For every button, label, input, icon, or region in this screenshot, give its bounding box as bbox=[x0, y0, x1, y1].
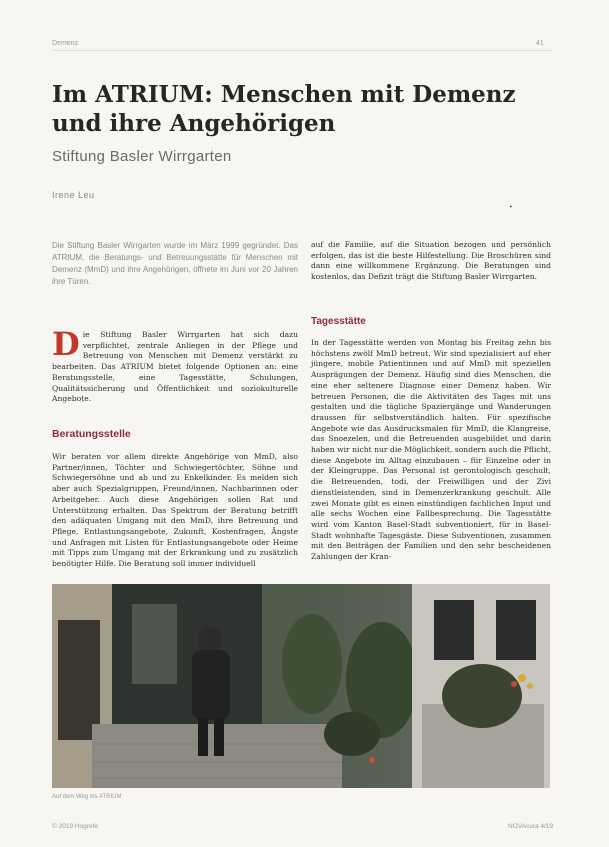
tagesstaette-text: In der Tagesstätte werden von Montag bis Freitag zehn bis höchstens zwölf MmD betreut. Wir sind spezialisiert auf eher jüngere, mobile Patientinnen und auf MmD mit speziellen Ausprägungen der Demenz. Häufig sind dies Menschen, die eine eher seltenere Diagnose einer Demenz haben. Wir betreuen Personen, die die Aktivitäten des Tages mit uns gestalten und die tägliche Spaziergänge und Wanderungen draussen für selbstverständlich halten. Für spezifische Angebote wie das Ausdrucksmalen für MmD, die Klangreise, das Snoezelen, und die Betreuenden ausgebildet und darin haben wir nicht nur die Möglichkeit, sondern auch die Pflicht, diese Angebote im Alltag einzubauen – für Einzelne oder in der Kleingruppe. Das Personal ist gerontologisch geschult, die Betreuenden, todi, der Freiwilligen und der Zivi dienstleistenden, sind in Demenzerkrankung geschult. Alle zwei Monate gibt es einen einstündigen fachlichen Input und alle sechs Wochen eine Fallbesprechung. Die Tagesstätte wird vom Kanton Basel-Stadt subventioniert, für in Basel-Stadt wohnhafte Tagesgäste. Diese Subventionen, zusammen mit den Beiträgen der Familien und den sehr bescheidenen Zahlungen der Kran- bbox=[311, 338, 551, 562]
lead-paragraph: Die Stiftung Basler Wirrgarten wurde im März 1999 gegründet. Das ATRIUM, die Beratungs- und Betreuungsstätte für Menschen mit Demenz (MmD) und ihre Angehörigen, öffnete im Juni vor 20 Jahren ihre Türen. bbox=[52, 241, 298, 286]
section-heading-beratungsstelle: Beratungsstelle bbox=[52, 428, 131, 440]
article-subtitle: Stiftung Basler Wirrgarten bbox=[52, 148, 232, 165]
beratung-text: Wir beraten vor allem direkte Angehörige von MmD, also Partner/innen, Töchter und Schwiegertöchter, Söhne und Schwiegersöhne und ab und zu Enkelkinder. Es melden sich aber auch Spezialgruppen, Freund/innen, Nachbarinnen oder Arbeitgeber. Auch diese Angehörigen sollen Rat und Unterstützung erhalten. Das Spektrum der Beratung betrifft den adäquaten Umgang mit den MmD, ihre Betreuung und Pflege, Entlastungsangebote, Zukunft, Kostenfragen, Ängste und Anfragen mit Listen für Entlastungsangebote oder Heime mit Tipps zum Umgang mit der Erkrankung und zu zusätzlich benötigter Hilfe. Die Beratung soll immer individuell bbox=[52, 452, 298, 569]
footer-journal: NOVAcura 4/19 bbox=[508, 823, 554, 830]
article-photo bbox=[52, 584, 550, 788]
section-heading-tagesstaette: Tagesstätte bbox=[311, 316, 366, 327]
intro-text: ie Stiftung Basler Wirrgarten hat sich dazu verpflichtet, zentrale Anliegen in der Pflege und Betreuung von Menschen mit Demenz verstärkt zu bearbeiten. Das ATRIUM bietet folgende Optionen an: eine Beratungsstelle, eine Tagesstätte, Schulungen, Qualitätssicherung und Öffentlichkeit und soziokulturelle Angebote. bbox=[52, 330, 298, 404]
drop-cap: D bbox=[52, 325, 80, 363]
decorative-dot: • bbox=[509, 204, 513, 211]
author: Irene Leu bbox=[52, 190, 95, 200]
intro-paragraph bbox=[52, 325, 298, 405]
running-header-left: Demenz bbox=[52, 40, 79, 47]
footer-copyright: © 2019 Hogrefe bbox=[52, 823, 98, 830]
article-title: Im ATRIUM: Menschen mit Demenz und ihre Angehörigen bbox=[52, 81, 516, 137]
photo-caption: Auf dem Weg ins ATRIUM bbox=[52, 794, 122, 800]
header-rule bbox=[52, 50, 552, 51]
column2-top-text: auf die Familie, auf die Situation bezogen und persönlich erfolgen, das ist die beste Hilfestellung. Die Broschüren sind dann eine willkommene Ergänzung. Die Beratungen sind kostenlos, das Defizit trägt die Stiftung Basler Wirrgarten. bbox=[311, 240, 551, 282]
page-number: 41 bbox=[536, 40, 544, 47]
